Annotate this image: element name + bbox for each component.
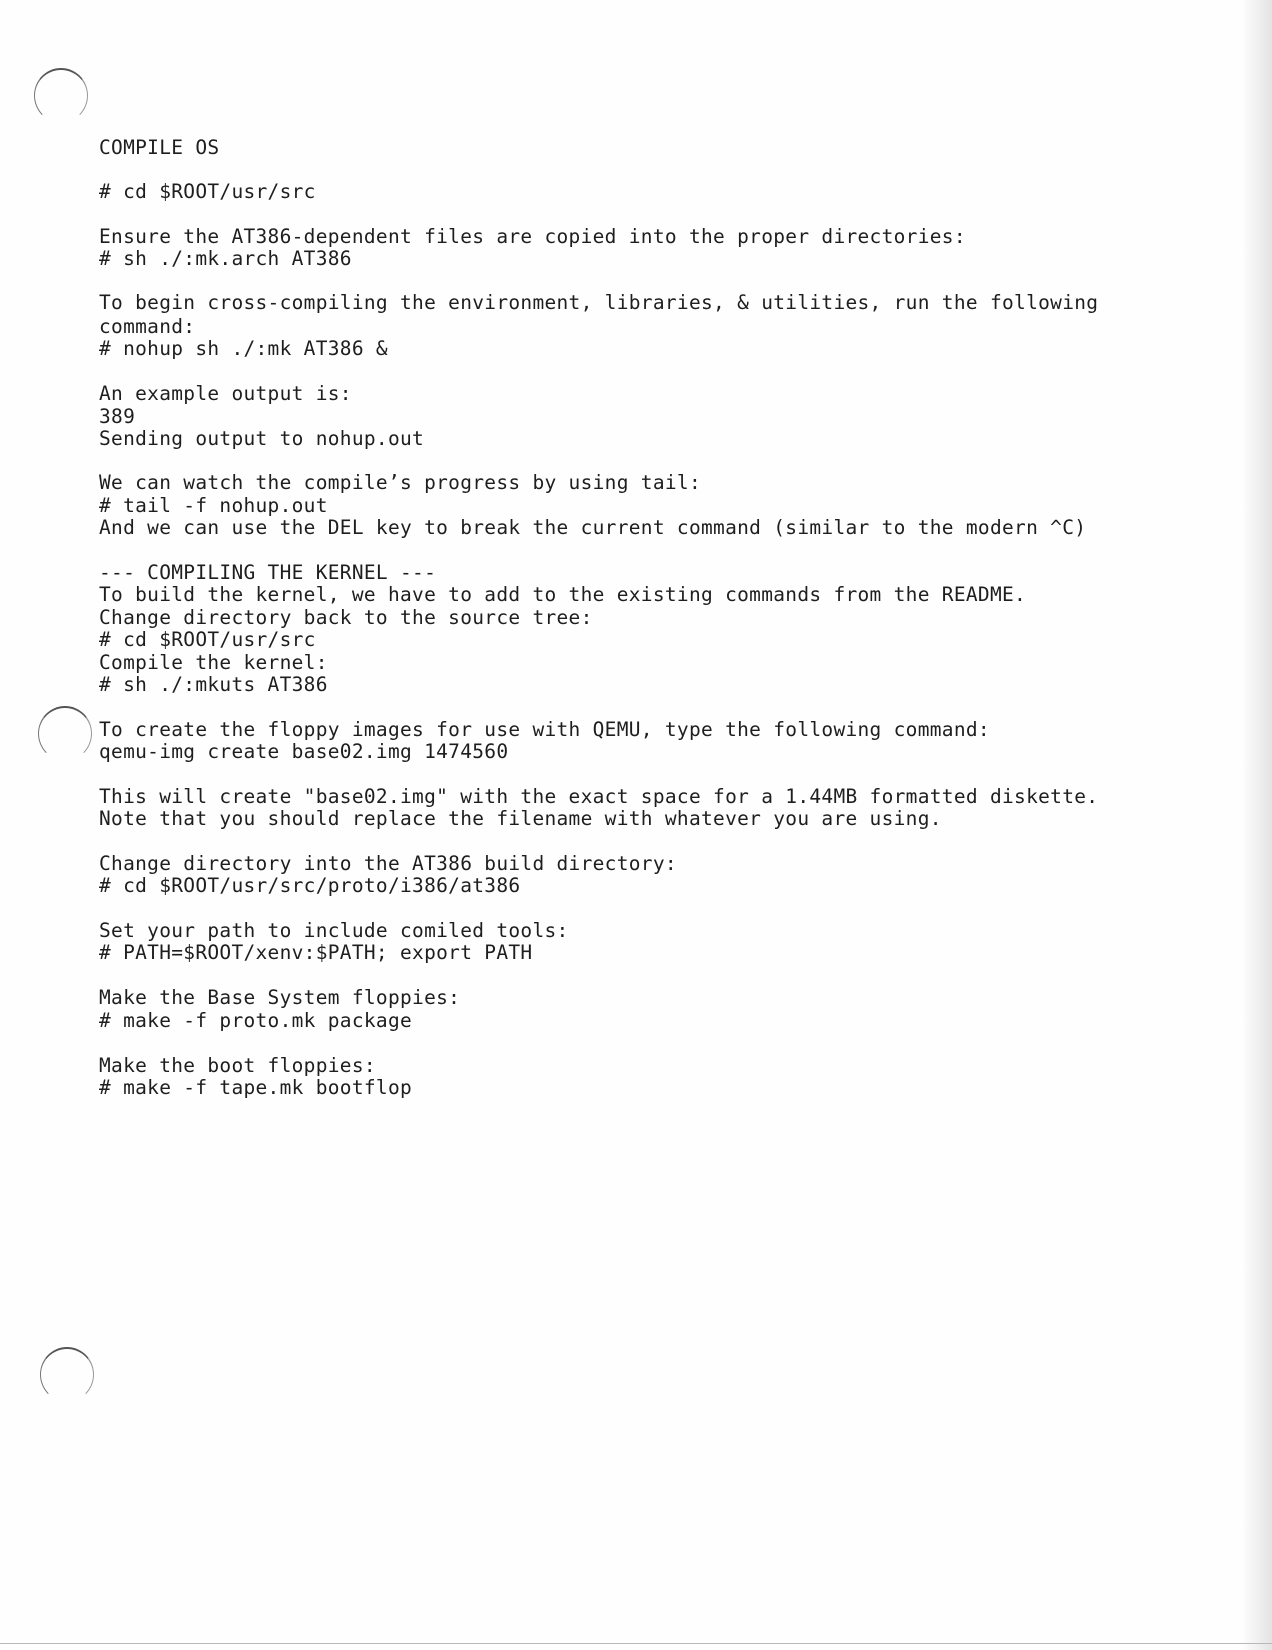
text-line: Make the boot floppies: [99,1054,376,1077]
punch-hole-top [34,68,88,123]
page-edge-shadow [1242,0,1272,1650]
text-line: This will create "base02.img" with the exact space for a 1.44MB formatted diskette. [99,785,1099,808]
output-line: 389 [99,405,136,428]
command-line: # tail -f nohup.out [99,494,328,517]
text-line: Make the Base System floppies: [99,986,461,1009]
command-line: # nohup sh ./:mk AT386 & [99,337,388,360]
text-line: Set your path to include comiled tools: [99,919,569,942]
text-line: Note that you should replace the filename with whatever you are using. [99,807,942,830]
command-line: # make -f proto.mk package [99,1009,413,1032]
command-line: # make -f tape.mk bootflop [99,1076,413,1099]
punch-hole-bottom [40,1347,94,1402]
command-line: # sh ./:mkuts AT386 [99,673,328,696]
text-line: Compile the kernel: [99,651,328,674]
text-line: Change directory back to the source tree: [99,606,593,629]
command-line: # sh ./:mk.arch AT386 [99,247,352,270]
text-line: An example output is: [99,382,352,405]
command-line: # PATH=$ROOT/xenv:$PATH; export PATH [99,941,533,964]
output-line: Sending output to nohup.out [99,427,425,450]
command-line: # cd $ROOT/usr/src/proto/i386/at386 [99,874,521,897]
command-line: # cd $ROOT/usr/src [99,628,316,651]
text-line: And we can use the DEL key to break the current command (similar to the modern ^C) [99,516,1087,539]
text-line: To create the floppy images for use with QEMU, type the following command: [99,718,990,741]
command-line: # cd $ROOT/usr/src [99,180,316,203]
text-line: We can watch the compile’s progress by using tail: [99,471,701,494]
document-title: COMPILE OS [99,136,220,159]
text-line: Ensure the AT386-dependent files are copied into the proper directories: [99,225,966,248]
section-heading: --- COMPILING THE KERNEL --- [99,561,437,584]
text-line: Change directory into the AT386 build directory: [99,852,677,875]
punch-hole-middle [38,706,92,761]
page-bottom-edge [0,1643,1272,1644]
text-line: command: [99,315,196,338]
command-line: qemu-img create base02.img 1474560 [99,740,509,763]
text-line: To begin cross-compiling the environment, libraries, & utilities, run the following [99,291,1099,314]
text-line: To build the kernel, we have to add to the existing commands from the README. [99,583,1027,606]
